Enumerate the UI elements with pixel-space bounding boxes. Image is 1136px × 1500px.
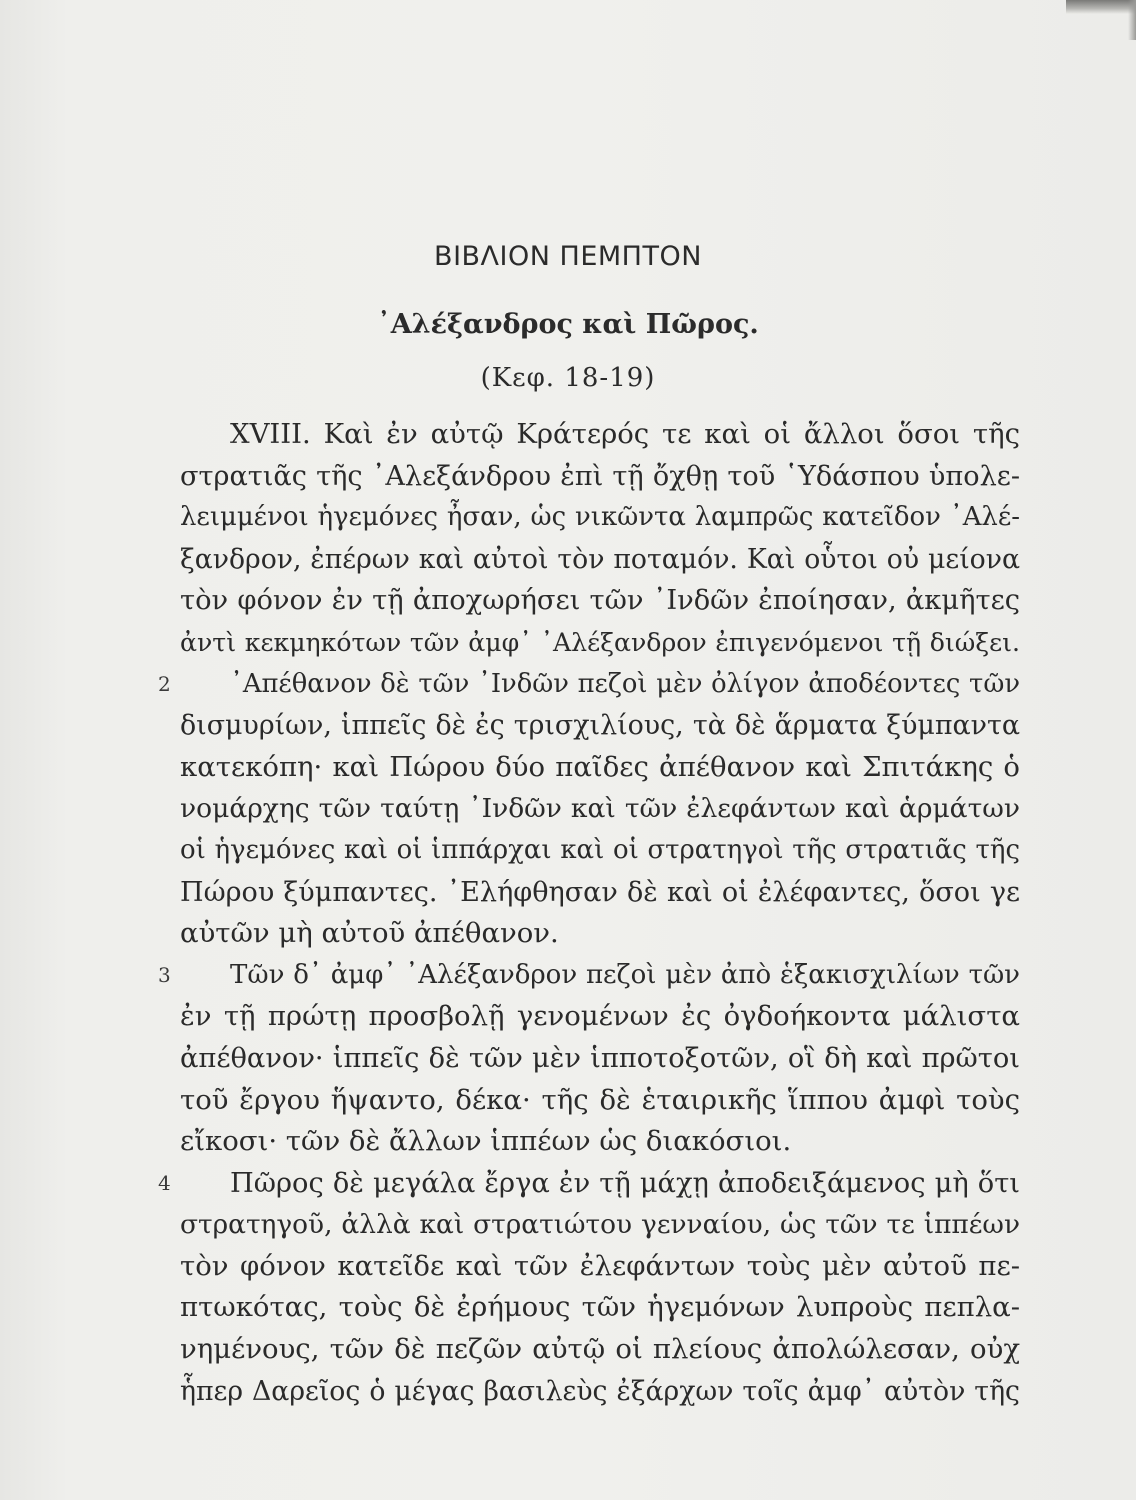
- paragraph-1: [180, 414, 1020, 664]
- text-line: τὸν φόνον ἐν τῇ ἀποχωρήσει τῶν ᾿Ινδῶν ἐποίησαν, ἀκμῆτες: [180, 585, 1020, 617]
- text-line: κατεκόπη· καὶ Πώρου δύο παῖδες ἀπέθανον καὶ Σπιτάκης ὁ: [180, 750, 1020, 783]
- text-line: στρατιᾶς τῆς ᾿Αλεξάνδρου ἐπὶ τῇ ὄχθῃ τοῦ ῾Υδάσπου ὑπολε-: [180, 460, 1020, 492]
- text-line: ἧπερ Δαρεῖος ὁ μέγας βασιλεὺς ἐξάρχων τοῖς ἀμφ᾿ αὐτὸν τῆς: [180, 1375, 1020, 1407]
- text-line: ἐν τῇ πρώτῃ προσβολῇ γενομένων ἐς ὀγδοήκοντα μάλιστα: [180, 1000, 1020, 1033]
- text-line: νομάρχης τῶν ταύτῃ ᾿Ινδῶν καὶ τῶν ἐλεφάντων καὶ ἁρμάτων: [180, 793, 1020, 825]
- text-line: αὐτῶν μὴ αὐτοῦ ἀπέθανον.: [180, 917, 559, 950]
- text-line-numbered: [158, 955, 1020, 997]
- scan-edge-shadow: [1066, 0, 1136, 14]
- text-line: ξανδρον, ἐπέρων καὶ αὐτοὶ τὸν ποταμόν. Καὶ οὗτοι οὐ μείονα: [180, 543, 1020, 575]
- section-number: 4: [158, 1170, 171, 1195]
- text-line: λειμμένοι ἡγεμόνες ἦσαν, ὡς νικῶντα λαμπρῶς κατεῖδον ᾿Αλέ-: [180, 502, 1020, 533]
- paragraph-3: [158, 955, 1020, 1163]
- paragraph-4: [158, 1163, 1020, 1413]
- text-line: νημένους, τῶν δὲ πεζῶν αὐτῷ οἱ πλείους ἀπολώλεσαν, οὐχ: [180, 1333, 1020, 1366]
- text-line-content: ᾿Απέθανον δὲ τῶν ᾿Ινδῶν πεζοὶ μὲν ὀλίγον ἀποδέοντες τῶν: [230, 668, 1020, 699]
- text-line: εἴκοσι· τῶν δὲ ἄλλων ἱππέων ὡς διακόσιοι.: [180, 1125, 792, 1158]
- text-line: τοῦ ἔργου ἥψαντο, δέκα· τῆς δὲ ἑταιρικῆς ἵππου ἀμφὶ τοὺς: [180, 1083, 1020, 1116]
- scan-edge-shadow-side: [1128, 0, 1136, 40]
- text-line: ἀπέθανον· ἱππεῖς δὲ τῶν μὲν ἱπποτοξοτῶν, οἳ δὴ καὶ πρῶτοι: [180, 1042, 1020, 1074]
- chapter-reference: (Κεφ. 18-19): [480, 363, 656, 393]
- book-title: ΒΙΒΛΙΟΝ ΠΕΜΠΤΟΝ: [434, 241, 702, 272]
- text-line-content: Πῶρος δὲ μεγάλα ἔργα ἐν τῇ μάχῃ ἀποδειξάμενος μὴ ὅτι: [230, 1167, 1020, 1199]
- text-line: δισμυρίων, ἱππεῖς δὲ ἐς τρισχιλίους, τὰ δὲ ἅρματα ξύμπαντα: [180, 710, 1020, 742]
- text-line-numbered: [158, 664, 1020, 706]
- text-line: Πώρου ξύμπαντες. ᾿Ελήφθησαν δὲ καὶ οἱ ἐλέφαντες, ὅσοι γε: [180, 876, 1020, 908]
- text-line: οἱ ἡγεμόνες καὶ οἱ ἱππάρχαι καὶ οἱ στρατηγοὶ τῆς στρατιᾶς τῆς: [180, 834, 1020, 865]
- text-line: ἀντὶ κεκμηκότων τῶν ἀμφ᾿ ᾿Αλέξανδρον ἐπιγενόμενοι τῇ διώξει.: [180, 627, 1020, 657]
- chapter-title: ᾿Αλέξανδρος καὶ Πῶρος.: [377, 309, 759, 340]
- section-number: 2: [158, 671, 171, 696]
- text-line: στρατηγοῦ, ἀλλὰ καὶ στρατιώτου γενναίου, ὡς τῶν τε ἱππέων: [180, 1209, 1020, 1241]
- text-line: πτωκότας, τοὺς δὲ ἐρήμους τῶν ἡγεμόνων λυπροὺς πεπλα-: [180, 1291, 1020, 1324]
- text-line: XVIII. Καὶ ἐν αὐτῷ Κράτερός τε καὶ οἱ ἄλλοι ὅσοι τῆς: [230, 418, 1020, 450]
- text-line: τὸν φόνον κατεῖδε καὶ τῶν ἐλεφάντων τοὺς μὲν αὐτοῦ πε-: [180, 1249, 1020, 1282]
- section-number: 3: [158, 962, 171, 987]
- paragraph-2: [158, 664, 1020, 955]
- text-line-numbered: [158, 1163, 1020, 1205]
- body-text: [158, 414, 1020, 1412]
- text-line-content: Τῶν δ᾿ ἀμφ᾿ ᾿Αλέξανδρον πεζοὶ μὲν ἀπὸ ἑξακισχιλίων τῶν: [230, 959, 1020, 990]
